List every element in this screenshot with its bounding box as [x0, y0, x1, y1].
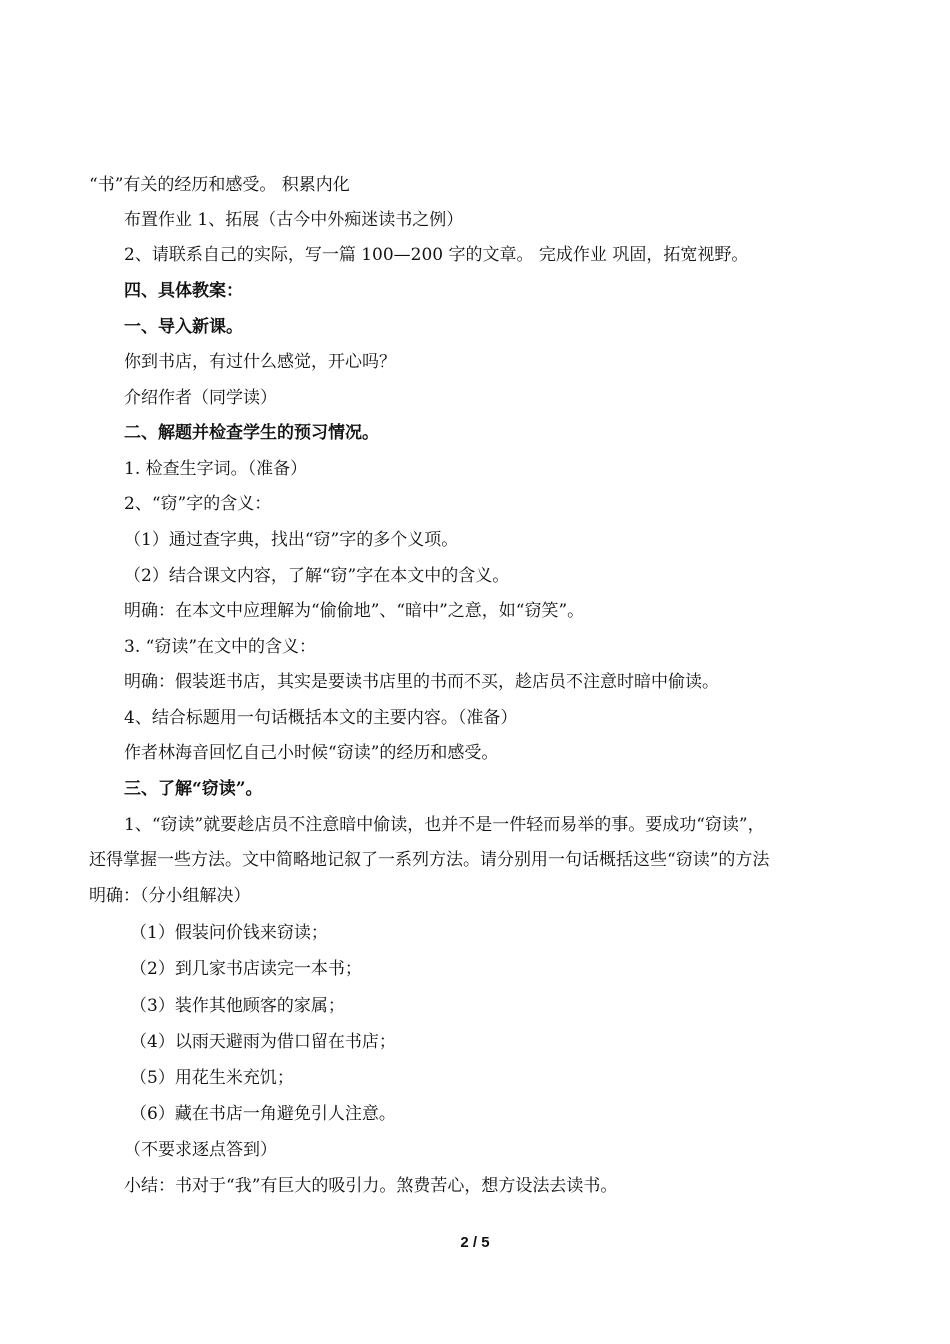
list-item: （3）装作其他顾客的家属；	[130, 996, 345, 1016]
text-line: 小结：书对于“我”有巨大的吸引力。煞费苦心，想方设法去读书。	[124, 1176, 618, 1196]
text-line: 明确：（分小组解决）	[89, 886, 251, 906]
text-line: 明确：在本文中应理解为“偷偷地”、“暗中”之意，如“窃笑”。	[124, 601, 585, 621]
list-item: （4）以雨天避雨为借口留在书店；	[130, 1032, 396, 1052]
text-line: （2）结合课文内容，了解“窃”字在本文中的含义。	[124, 566, 510, 586]
list-item: （2）到几家书店读完一本书；	[130, 959, 362, 979]
text-line: 你到书店，有过什么感觉，开心吗？	[124, 352, 396, 372]
page-number: 2 / 5	[460, 1234, 490, 1251]
text-line: 2、“窃”字的含义：	[124, 494, 272, 514]
text-line: “书”有关的经历和感受。 积累内化	[89, 175, 350, 195]
text-line: 介绍作者（同学读）	[124, 388, 277, 408]
text-line: （不要求逐点答到）	[124, 1140, 277, 1160]
text-line: 1. 检查生字词。（准备）	[124, 459, 308, 479]
list-item: （1）假装问价钱来窃读；	[130, 923, 328, 943]
section-heading: 一、导入新课。	[124, 317, 243, 337]
section-heading: 二、解题并检查学生的预习情况。	[124, 423, 379, 443]
text-line: 2、请联系自己的实际，写一篇 100—200 字的文章。 完成作业 巩固，拓宽视野。	[124, 245, 749, 265]
list-item: （5）用花生米充饥；	[130, 1068, 294, 1088]
text-line: 3. “窃读”在文中的含义：	[124, 637, 317, 657]
section-heading: 四、具体教案：	[124, 281, 243, 301]
section-heading: 三、了解“窃读”。	[124, 779, 263, 799]
text-line: 布置作业 1、拓展（古今中外痴迷读书之例）	[124, 210, 464, 230]
text-line: 作者林海音回忆自己小时候“窃读”的经历和感受。	[124, 743, 499, 763]
text-line: （1）通过查字典，找出“窃”字的多个义项。	[124, 530, 459, 550]
text-line: 还得掌握一些方法。文中简略地记叙了一系列方法。请分别用一句话概括这些“窃读”的方法	[89, 850, 770, 870]
text-line: 4、结合标题用一句话概括本文的主要内容。（准备）	[124, 708, 518, 728]
list-item: （6）藏在书店一角避免引人注意。	[130, 1104, 396, 1124]
text-line: 明确：假装逛书店，其实是要读书店里的书而不买，趁店员不注意时暗中偷读。	[124, 672, 719, 692]
text-line: 1、“窃读”就要趁店员不注意暗中偷读，也并不是一件轻而易举的事。要成功“窃读”，	[124, 815, 765, 835]
